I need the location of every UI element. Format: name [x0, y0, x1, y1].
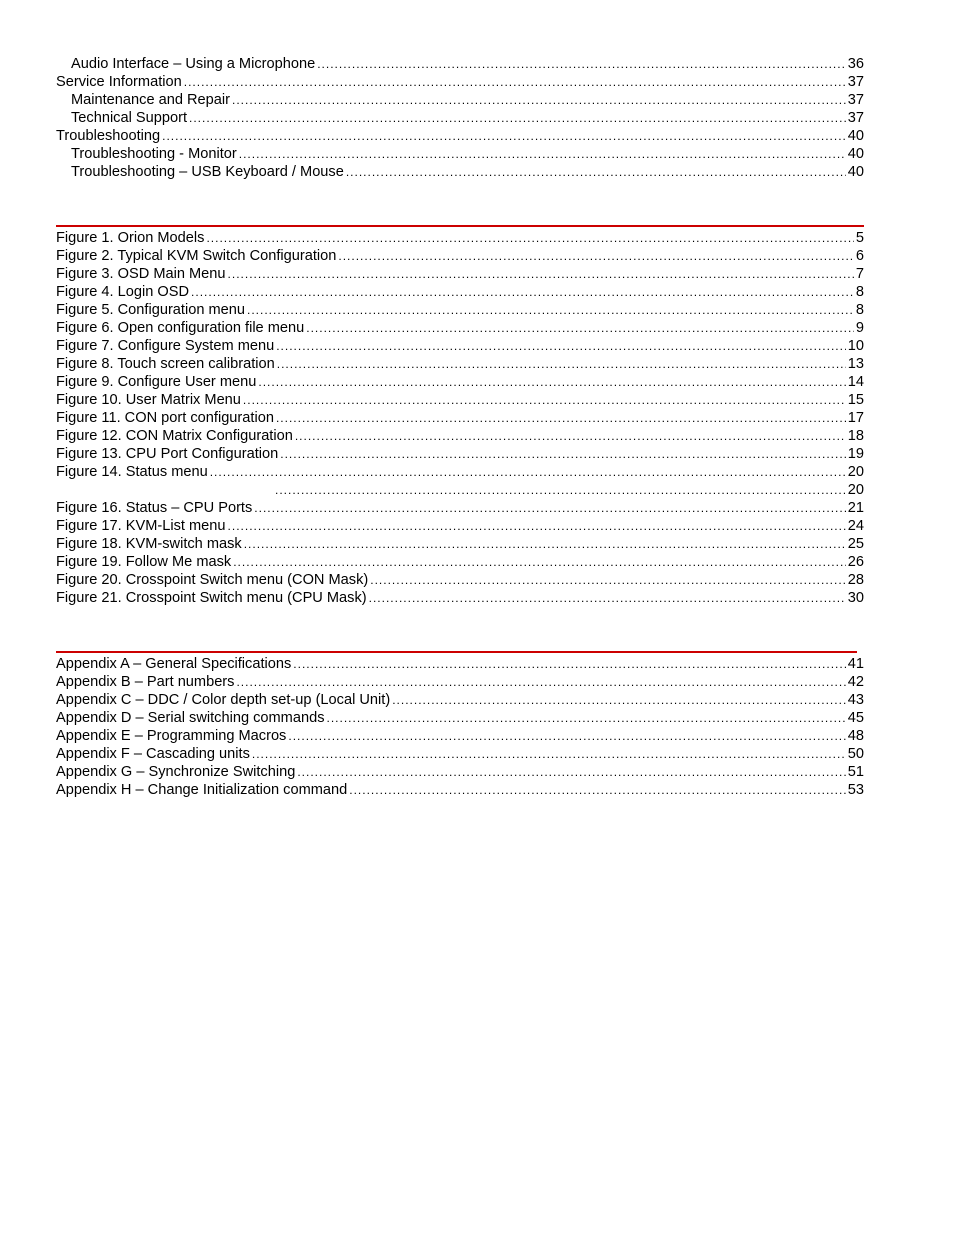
figure-entry-page: 7: [855, 266, 864, 282]
figure-entry-title: Figure 1. Orion Models: [56, 230, 205, 246]
appendix-entry[interactable]: [56, 781, 864, 799]
figure-entry[interactable]: [56, 445, 864, 463]
figure-entry[interactable]: [56, 283, 864, 301]
figure-entry-page: 14: [847, 374, 864, 390]
figures-section: [56, 225, 864, 607]
figure-entry[interactable]: [56, 247, 864, 265]
toc-entry[interactable]: [56, 73, 864, 91]
toc-entry[interactable]: [56, 55, 864, 73]
figure-entry-page: 6: [855, 248, 864, 264]
appendix-entry-page: 48: [847, 728, 864, 744]
figure-entry[interactable]: [56, 517, 864, 535]
appendix-entry-title: Appendix E – Programming Macros: [56, 728, 287, 744]
dot-leader: [338, 247, 853, 265]
dot-leader: [243, 391, 846, 409]
appendix-entry-title: Appendix G – Synchronize Switching: [56, 764, 296, 780]
appendix-entry-page: 51: [847, 764, 864, 780]
dot-leader: [232, 91, 846, 109]
dot-leader: [327, 709, 846, 727]
figure-entry[interactable]: [56, 535, 864, 553]
toc-entry-title: Service Information: [56, 74, 182, 90]
toc-entry[interactable]: [56, 109, 864, 127]
dot-leader: [275, 481, 846, 499]
dot-leader: [210, 463, 846, 481]
figure-entry-title: Figure 18. KVM-switch mask: [56, 536, 242, 552]
figure-entry[interactable]: [56, 499, 864, 517]
appendix-entry[interactable]: [56, 691, 864, 709]
section-divider: [56, 651, 857, 653]
figure-entry[interactable]: [56, 373, 864, 391]
figure-entry-page: 24: [847, 518, 864, 534]
toc-entry[interactable]: [56, 145, 864, 163]
appendix-entry-title: Appendix D – Serial switching commands: [56, 710, 325, 726]
appendix-entry[interactable]: [56, 655, 864, 673]
figure-entry[interactable]: [56, 589, 864, 607]
toc-entry-page: 40: [847, 164, 864, 180]
figure-entry-title: Figure 4. Login OSD: [56, 284, 190, 300]
figure-entry-title: Figure 2. Typical KVM Switch Configuration: [56, 248, 337, 264]
toc-entry-page: 36: [847, 56, 864, 72]
figure-entry-page: 8: [855, 302, 864, 318]
appendix-entry[interactable]: [56, 727, 864, 745]
figure-entry-page: 21: [847, 500, 864, 516]
figure-entry-page: 20: [847, 482, 864, 498]
figure-entry[interactable]: [56, 337, 864, 355]
figure-entry[interactable]: [56, 427, 864, 445]
dot-leader: [239, 145, 846, 163]
figure-entry-page: 13: [847, 356, 864, 372]
figure-entry-title: Figure 21. Crosspoint Switch menu (CPU Mask): [56, 590, 367, 606]
dot-leader: [349, 781, 846, 799]
dot-leader: [346, 163, 846, 181]
appendix-entry[interactable]: [56, 673, 864, 691]
appendices-section: [56, 651, 864, 799]
figure-entry-page: 10: [847, 338, 864, 354]
dot-leader: [206, 229, 853, 247]
figure-entry-page: 9: [855, 320, 864, 336]
figure-entry-page: 28: [847, 572, 864, 588]
appendix-entry-title: Appendix B – Part numbers: [56, 674, 235, 690]
dot-leader: [247, 301, 854, 319]
appendix-entry[interactable]: [56, 745, 864, 763]
figure-entry-page: 20: [847, 464, 864, 480]
dot-leader: [293, 655, 845, 673]
dot-leader: [277, 355, 846, 373]
toc-entry-title: Troubleshooting: [56, 128, 161, 144]
figure-entry[interactable]: [56, 229, 864, 247]
figure-entry[interactable]: [56, 301, 864, 319]
figure-entry-title: Figure 6. Open configuration file menu: [56, 320, 305, 336]
toc-entry-page: 37: [847, 74, 864, 90]
figure-entry-title: Figure 20. Crosspoint Switch menu (CON Mask): [56, 572, 369, 588]
dot-leader: [369, 589, 846, 607]
toc-entry-page: 37: [847, 92, 864, 108]
figure-entry-page: 25: [847, 536, 864, 552]
figure-entry-page: 17: [847, 410, 864, 426]
section-divider: [56, 225, 864, 227]
figure-entry[interactable]: [56, 355, 864, 373]
toc-entry[interactable]: [56, 163, 864, 181]
dot-leader: [370, 571, 846, 589]
section-gap: [56, 181, 864, 225]
figure-entry-page: 8: [855, 284, 864, 300]
dot-leader: [297, 763, 845, 781]
dot-leader: [317, 55, 846, 73]
figure-entry-title: Figure 7. Configure System menu: [56, 338, 275, 354]
dot-leader: [295, 427, 846, 445]
dot-leader: [228, 517, 846, 535]
appendix-entry[interactable]: [56, 763, 864, 781]
figure-entry-title: Figure 11. CON port configuration: [56, 410, 274, 426]
appendix-entry-page: 41: [847, 656, 864, 672]
figure-entry-page: 30: [847, 590, 864, 606]
appendix-entry-page: 43: [847, 692, 864, 708]
toc-entry[interactable]: [56, 127, 864, 145]
section-gap: [56, 607, 864, 651]
contents-section: [56, 55, 864, 181]
figure-entry-title: Figure 17. KVM-List menu: [56, 518, 226, 534]
figure-entry[interactable]: [56, 409, 864, 427]
appendix-entry-title: Appendix A – General Specifications: [56, 656, 292, 672]
figure-entry-title: Figure 13. CPU Port Configuration: [56, 446, 279, 462]
dot-leader: [162, 127, 846, 145]
appendix-entry-page: 53: [847, 782, 864, 798]
figure-entry-title: Figure 12. CON Matrix Configuration: [56, 428, 293, 444]
toc-entry-title: Technical Support: [71, 110, 188, 126]
appendix-entry-page: 42: [847, 674, 864, 690]
toc-entry-title: Troubleshooting - Monitor: [71, 146, 237, 162]
appendix-entry-page: 45: [847, 710, 864, 726]
dot-leader: [258, 373, 845, 391]
dot-leader: [276, 409, 846, 427]
figure-entry-title: Figure 5. Configuration menu: [56, 302, 246, 318]
figure-entry-untitled[interactable]: [56, 481, 864, 499]
toc-entry-page: 40: [847, 146, 864, 162]
figure-entry-title: Figure 3. OSD Main Menu: [56, 266, 226, 282]
figure-entry[interactable]: [56, 319, 864, 337]
figure-entry[interactable]: [56, 463, 864, 481]
toc-entry-page: 37: [847, 110, 864, 126]
appendix-entry-page: 50: [847, 746, 864, 762]
dot-leader: [254, 499, 845, 517]
dot-leader: [276, 337, 846, 355]
figure-entry-page: 18: [847, 428, 864, 444]
figure-entry-page: 15: [847, 392, 864, 408]
toc-entry-title: Troubleshooting – USB Keyboard / Mouse: [71, 164, 344, 180]
dot-leader: [236, 673, 845, 691]
toc-page: [56, 55, 864, 799]
figure-entry-title: Figure 10. User Matrix Menu: [56, 392, 241, 408]
dot-leader: [288, 727, 845, 745]
dot-leader: [280, 445, 846, 463]
figure-entry-title: Figure 19. Follow Me mask: [56, 554, 232, 570]
dot-leader: [228, 265, 854, 283]
figure-entry[interactable]: [56, 553, 864, 571]
toc-entry-title: Maintenance and Repair: [71, 92, 231, 108]
appendix-entry-title: Appendix F – Cascading units: [56, 746, 250, 762]
toc-entry-page: 40: [847, 128, 864, 144]
figure-entry[interactable]: [56, 391, 864, 409]
figure-entry-title: Figure 9. Configure User menu: [56, 374, 257, 390]
figure-entry-title: Figure 14. Status menu: [56, 464, 208, 480]
figure-entry[interactable]: [56, 571, 864, 589]
dot-leader: [184, 73, 846, 91]
figure-entry[interactable]: [56, 265, 864, 283]
figure-entry-page: 26: [847, 554, 864, 570]
dot-leader: [392, 691, 846, 709]
dot-leader: [252, 745, 846, 763]
dot-leader: [233, 553, 846, 571]
dot-leader: [189, 109, 846, 127]
dot-leader: [191, 283, 854, 301]
figure-entry-title: Figure 8. Touch screen calibration: [56, 356, 275, 372]
figure-entry-page: 19: [847, 446, 864, 462]
dot-leader: [306, 319, 854, 337]
appendix-entry[interactable]: [56, 709, 864, 727]
figure-entry-title: Figure 16. Status – CPU Ports: [56, 500, 253, 516]
toc-entry[interactable]: [56, 91, 864, 109]
appendix-entry-title: Appendix H – Change Initialization command: [56, 782, 348, 798]
toc-entry-title: Audio Interface – Using a Microphone: [71, 56, 316, 72]
appendix-entry-title: Appendix C – DDC / Color depth set-up (Local Unit): [56, 692, 391, 708]
figure-entry-page: 5: [855, 230, 864, 246]
dot-leader: [244, 535, 846, 553]
